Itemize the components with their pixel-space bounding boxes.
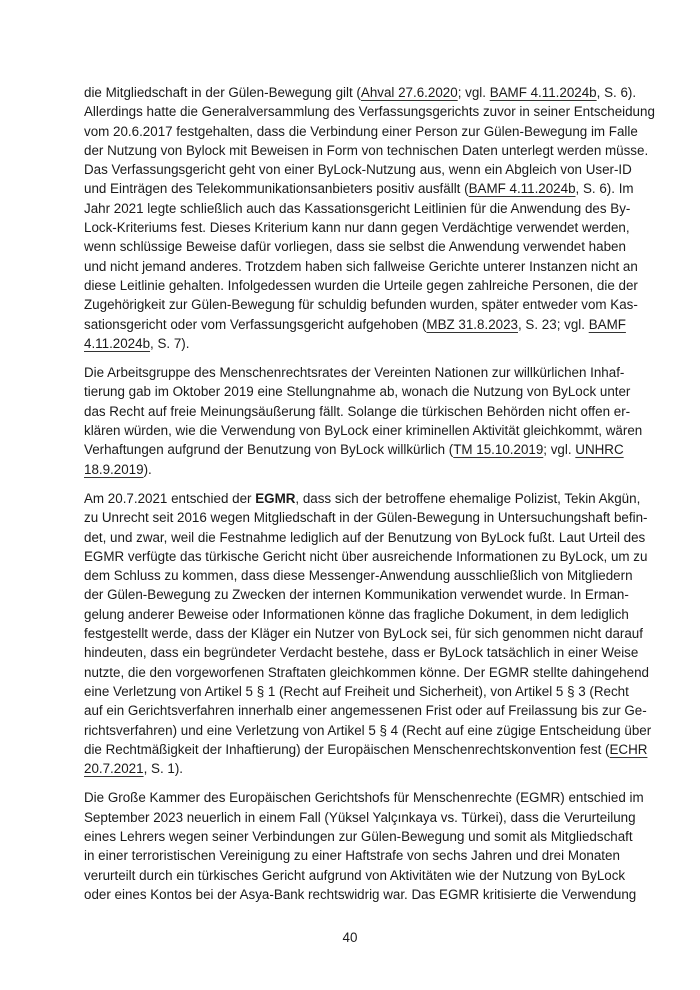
text-run: eines Lehrers wegen seiner Verbindungen zur Gülen-Bewegung und somit als Mitgliedschaft bbox=[84, 828, 633, 844]
text-line bbox=[84, 585, 629, 604]
text-line bbox=[84, 866, 626, 885]
text-line bbox=[84, 122, 638, 141]
text-run: zu Unrecht seit 2016 wegen Mitgliedschaft in der Gülen-Bewegung in Untersuchungshaft befin- bbox=[84, 510, 648, 526]
text-line bbox=[84, 102, 655, 121]
text-line bbox=[84, 421, 643, 440]
text-run: in einer terroristischen Vereinigung zu einer Haftstrafe von sechs Jahren und drei Monaten bbox=[84, 848, 620, 864]
text-run: verurteilt durch ein türkisches Gericht aufgrund von Aktivitäten wie der Nutzung von ByLock bbox=[84, 867, 626, 883]
text-run: hindeuten, dass ein begründeter Verdacht bestehe, dass er ByLock tatsächlich in einer Weise bbox=[84, 645, 639, 661]
citation-link[interactable]: BAMF 4.11.2024b bbox=[468, 181, 576, 197]
text-line bbox=[84, 334, 617, 353]
citation-link[interactable]: UNHRC bbox=[575, 442, 624, 458]
text-run: Das Verfassungsgericht geht von einer ByLock-Nutzung aus, wenn ein Abgleich von User-ID bbox=[84, 162, 632, 178]
text-line bbox=[84, 759, 617, 778]
text-line bbox=[84, 440, 624, 459]
text-run: Zugehörigkeit zur Gülen-Bewegung für schuldig befunden wurden, später entweder vom Kas- bbox=[84, 297, 638, 313]
text-line bbox=[84, 179, 634, 198]
text-run: die Rechtmäßigkeit der Inhaftierung) der Europäischen Menschenrechtskonvention fest ( bbox=[84, 741, 610, 757]
text-line bbox=[84, 547, 648, 566]
text-run: vom 20.6.2017 festgehalten, dass die Verbindung einer Person zur Gülen-Bewegung im Falle bbox=[84, 123, 638, 139]
bold-text: EGMR bbox=[255, 490, 296, 506]
text-line bbox=[84, 83, 637, 102]
page-number: 40 bbox=[342, 930, 358, 945]
text-line bbox=[84, 460, 617, 479]
citation-link[interactable]: 4.11.2024b bbox=[84, 335, 151, 351]
text-run: oder eines Kontos bei der Asya-Bank rechtswidrig war. Das EGMR kritisierte die Verwendung bbox=[84, 886, 637, 902]
text-run: Lock-Kriteriums fest. Dieses Kriterium kann nur dann gegen Verdächtige verwendet werden, bbox=[84, 220, 630, 236]
text-line bbox=[84, 605, 629, 624]
text-line bbox=[84, 315, 626, 334]
paragraph bbox=[84, 363, 643, 479]
text-run: tierung gab im Oktober 2019 eine Stellungnahme ab, wonach die Nutzung von ByLock unter bbox=[84, 384, 631, 400]
text-run: und nicht jemand anderes. Trotzdem haben sich fallweise Gerichte unterer Instanzen nicht an bbox=[84, 258, 638, 274]
text-run: richtsverfahren) und eine Verletzung von Artikel 5 § 4 (Recht auf eine zügige Entscheidung über bbox=[84, 722, 652, 738]
text-run: Verhaftungen aufgrund der Benutzung von ByLock willkürlich ( bbox=[84, 442, 454, 458]
text-line bbox=[84, 489, 641, 508]
text-line bbox=[84, 566, 633, 585]
text-run: , dass sich der betroffene ehemalige Polizist, Tekin Akgün, bbox=[295, 490, 641, 506]
paragraph bbox=[84, 489, 652, 778]
text-line bbox=[84, 885, 637, 904]
text-line bbox=[84, 295, 638, 314]
text-line bbox=[84, 788, 644, 807]
text-line bbox=[84, 740, 648, 759]
text-line bbox=[84, 682, 629, 701]
text-run: , S. 7). bbox=[150, 335, 190, 351]
text-line bbox=[84, 402, 631, 421]
text-run: der Nutzung von Bylock mit Beweisen in Form von technischen Daten unterlegt werden müsse. bbox=[84, 142, 649, 158]
text-line bbox=[84, 827, 633, 846]
text-run: gelung anderer Beweise oder Informationen könne das fragliche Dokument, in dem lediglich bbox=[84, 606, 629, 622]
text-run: , S. 6). bbox=[596, 85, 637, 100]
text-run: ; vgl. bbox=[457, 85, 490, 100]
text-line bbox=[84, 643, 639, 662]
text-run: ; vgl. bbox=[543, 442, 576, 458]
citation-link[interactable]: BAMF bbox=[588, 316, 626, 332]
text-line bbox=[84, 218, 630, 237]
text-run: sationsgericht oder vom Verfassungsgericht aufgehoben ( bbox=[84, 316, 427, 332]
text-line bbox=[84, 508, 648, 527]
text-run: Die Große Kammer des Europäischen Gerichtshofs für Menschenrechte (EGMR) entschied im bbox=[84, 790, 644, 806]
text-line bbox=[84, 257, 638, 276]
paragraph bbox=[84, 788, 644, 904]
text-line bbox=[84, 237, 626, 256]
citation-link[interactable]: TM 15.10.2019 bbox=[453, 442, 544, 458]
text-run: det, und zwar, weil die Festnahme lediglich auf der Benutzung von ByLock fußt. Laut Urteil des bbox=[84, 529, 646, 545]
text-line bbox=[84, 808, 636, 827]
citation-link[interactable]: 20.7.2021 bbox=[84, 761, 144, 777]
text-line bbox=[84, 160, 632, 179]
paragraph bbox=[84, 83, 655, 353]
text-run: Am 20.7.2021 entschied der bbox=[84, 490, 256, 506]
text-run: das Recht auf freie Meinungsäußerung fällt. Solange die türkischen Behörden nicht offen er- bbox=[84, 403, 631, 419]
text-run: der Gülen-Bewegung zu Zwecken der internen Kommunikation verwendet wurde. In Erman- bbox=[84, 587, 629, 603]
text-run: , S. 1). bbox=[143, 761, 184, 777]
text-line bbox=[84, 663, 649, 682]
text-run: ). bbox=[143, 461, 152, 477]
text-run: eine Verletzung von Artikel 5 § 1 (Recht auf Freiheit und Sicherheit), von Artikel 5 § 3 (Recht bbox=[84, 683, 629, 699]
text-run: Jahr 2021 legte schließlich auch das Kassationsgericht Leitlinien für die Anwendung des By- bbox=[84, 200, 631, 216]
text-line bbox=[84, 846, 620, 865]
document-body bbox=[84, 83, 655, 914]
text-run: dem Schluss zu kommen, dass diese Messenger-Anwendung ausschließlich von Mitgliedern bbox=[84, 568, 633, 584]
citation-link[interactable]: Ahval 27.6.2020 bbox=[360, 85, 458, 100]
text-run: die Mitgliedschaft in der Gülen-Bewegung gilt ( bbox=[84, 85, 361, 100]
text-line bbox=[84, 528, 646, 547]
text-run: EGMR verfügte das türkische Gericht nicht über ausreichende Informationen zu ByLock, um zu bbox=[84, 548, 648, 564]
text-line bbox=[84, 199, 631, 218]
text-run: September 2023 neuerlich in einem Fall (Yüksel Yalçınkaya vs. Türkei), dass die Verurteilung bbox=[84, 809, 636, 825]
text-run: und Einträgen des Telekommunikationsanbieters positiv ausfällt ( bbox=[84, 181, 469, 197]
text-line bbox=[84, 276, 638, 295]
citation-link[interactable]: 18.9.2019 bbox=[84, 461, 144, 477]
text-run: Die Arbeitsgruppe des Menschenrechtsrates der Vereinten Nationen zur willkürlichen Inhaf- bbox=[84, 365, 625, 381]
text-line bbox=[84, 624, 643, 643]
text-run: nutzte, die den vorgeworfenen Straftaten gleichkommen könne. Der EGMR stellte dahingehend bbox=[84, 664, 649, 680]
text-run: diese Leitlinie gehalten. Infolgedessen wurden die Urteile gegen zahlreiche Personen, die der bbox=[84, 277, 638, 293]
text-run: festgestellt werde, dass der Kläger ein Nutzer von ByLock sei, für sich genommen nicht darauf bbox=[84, 626, 643, 642]
text-run: , S. 23; vgl. bbox=[517, 316, 589, 332]
text-run: auf ein Gerichtsverfahren innerhalb einer angemessenen Frist oder auf Freilassung bis zur Ge- bbox=[84, 703, 647, 719]
text-run: wenn schlüssige Beweise dafür vorliegen, dass sie selbst die Anwendung verwendet haben bbox=[84, 239, 626, 255]
citation-link[interactable]: BAMF 4.11.2024b bbox=[489, 85, 597, 100]
text-run: , S. 6). Im bbox=[575, 181, 634, 197]
citation-link[interactable]: MBZ 31.8.2023 bbox=[426, 316, 518, 332]
text-line bbox=[84, 363, 625, 382]
citation-link[interactable]: ECHR bbox=[609, 741, 648, 757]
text-line bbox=[84, 701, 647, 720]
text-line bbox=[84, 382, 631, 401]
text-line bbox=[84, 721, 652, 740]
text-run: klären würden, wie die Verwendung von ByLock einer kriminellen Aktivität gleichkommt, wären bbox=[84, 423, 643, 439]
text-run: Allerdings hatte die Generalversammlung des Verfassungsgerichts zuvor in seiner Entscheidung bbox=[84, 104, 655, 120]
text-line bbox=[84, 141, 649, 160]
